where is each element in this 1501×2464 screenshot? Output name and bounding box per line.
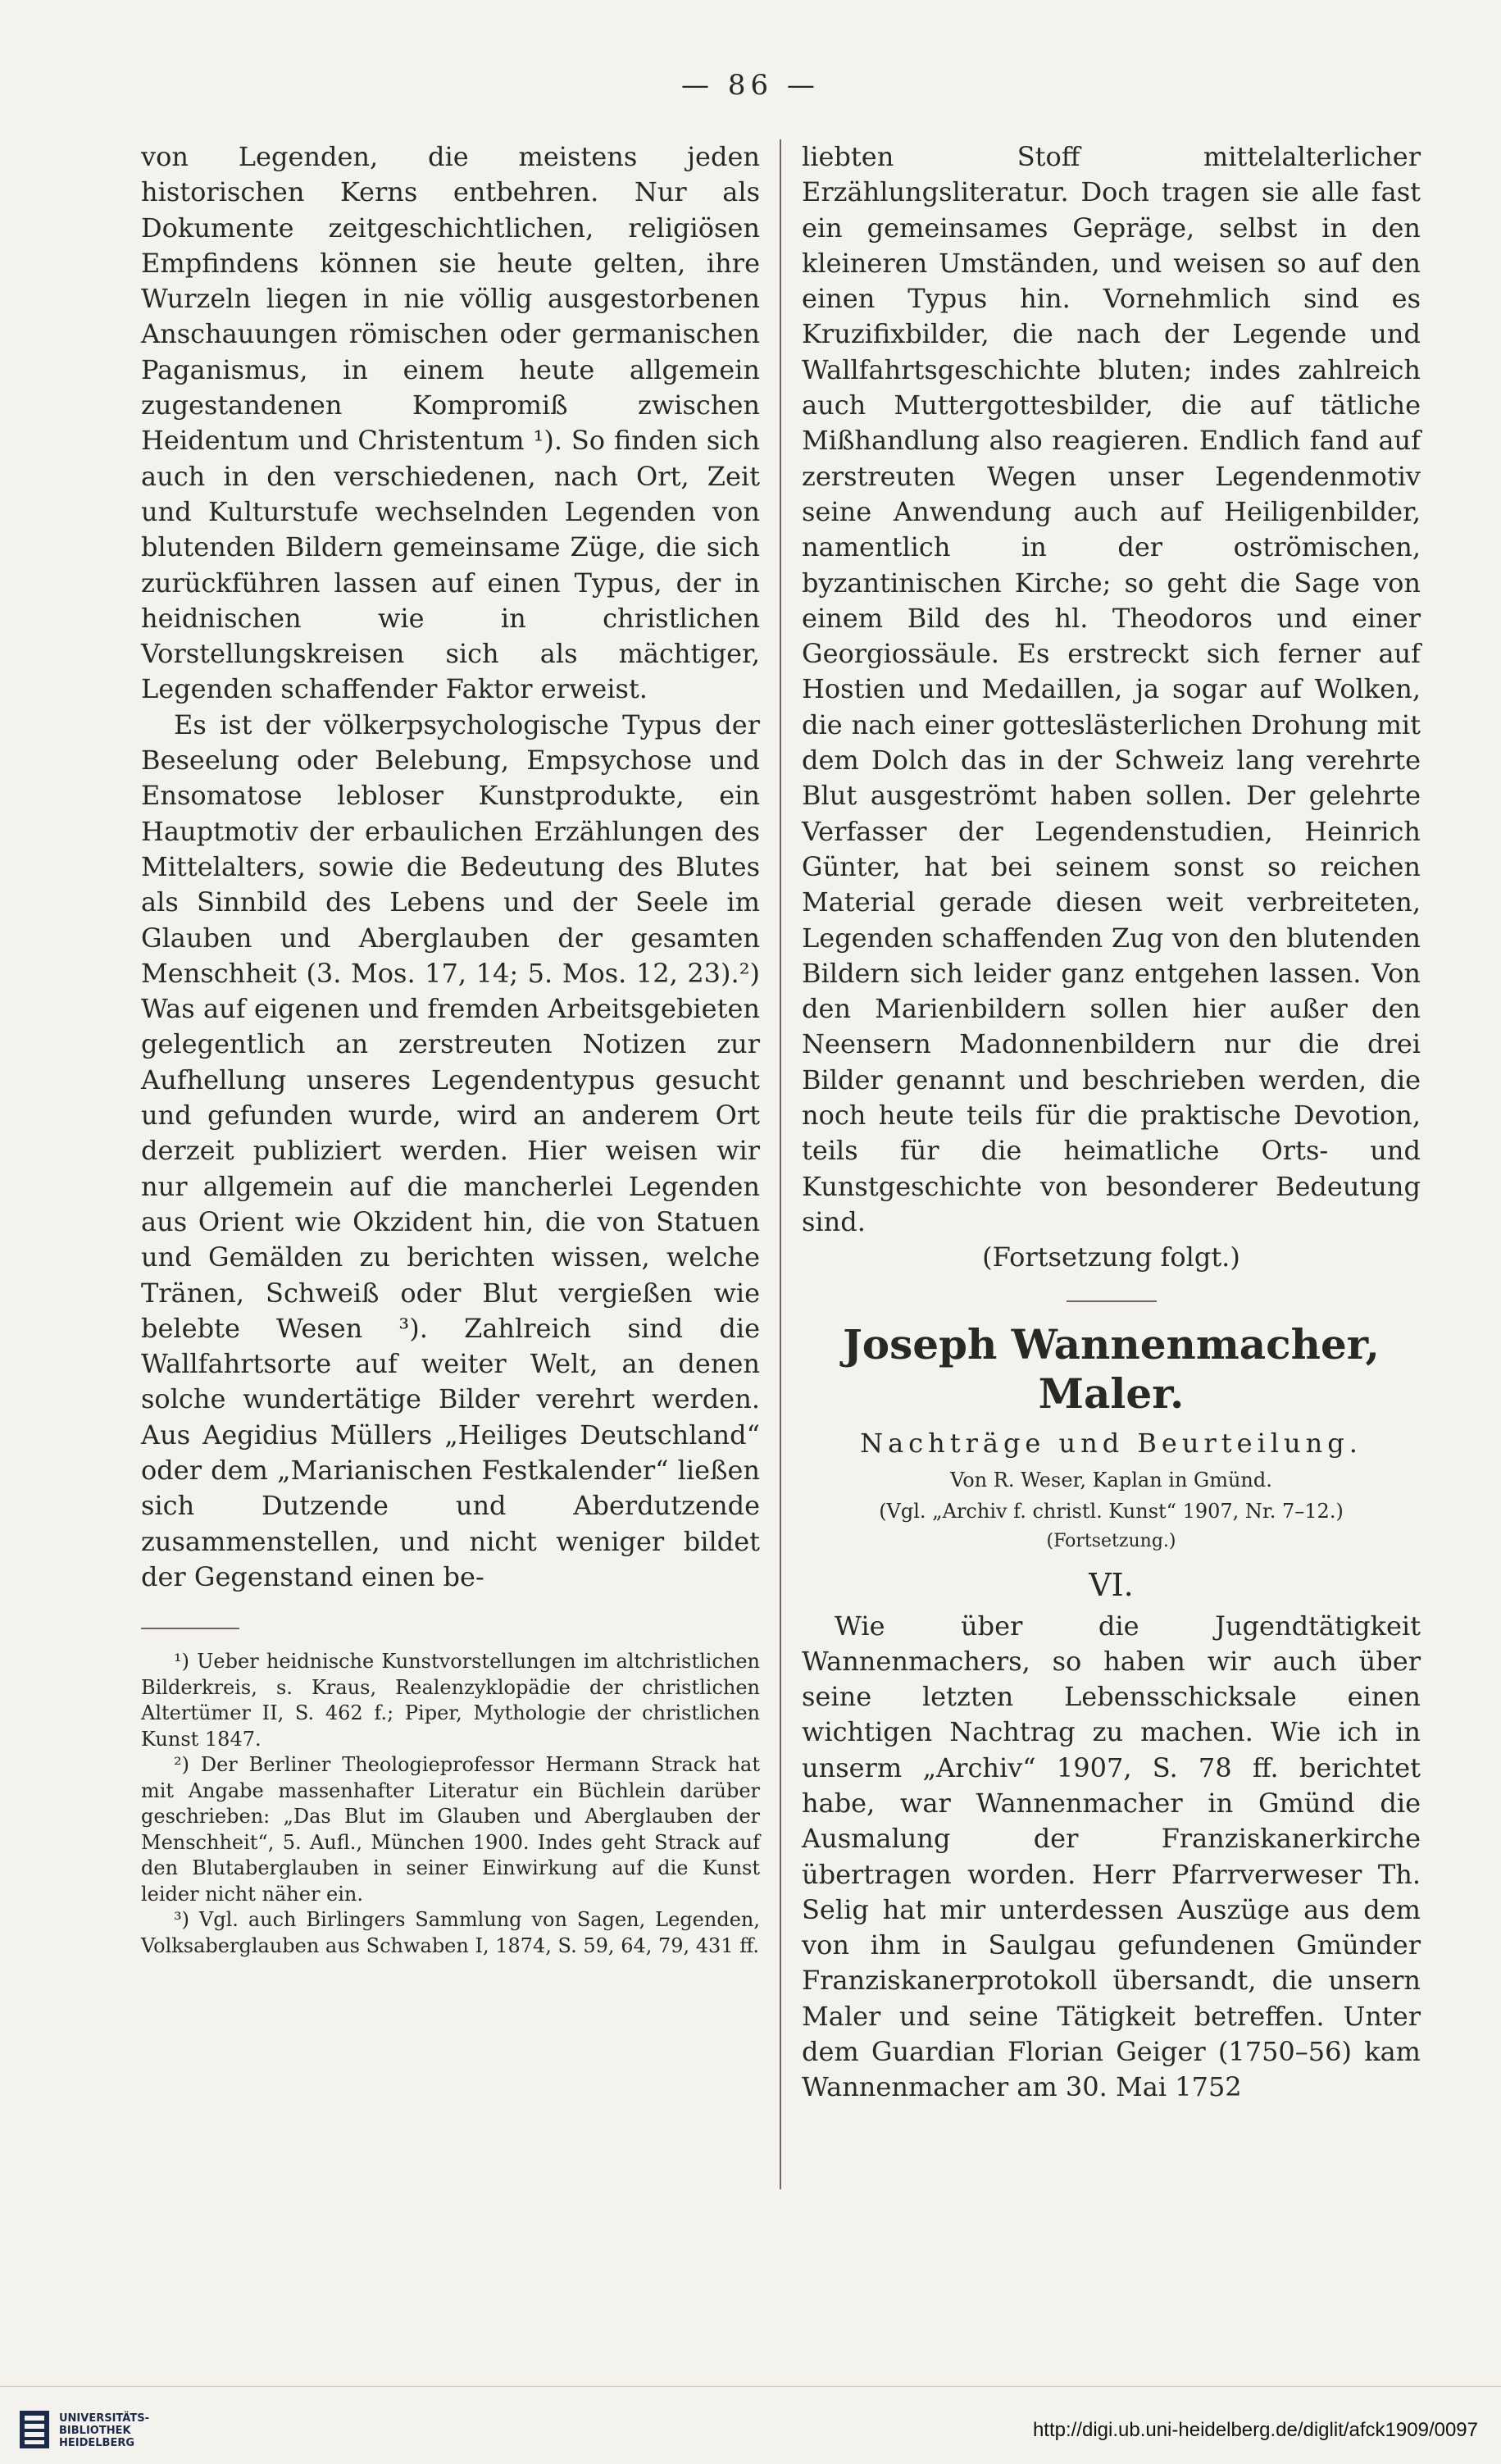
body-paragraph: Wie über die Jugendtätigkeit Wannenmachers, so haben wir auch über seine letzten Lebensschicksale einen wichtigen Nachtrag zu machen. Wie ich in unserm „Archiv“ 1907, S. 78 ff. berichtet habe, war Wannenmacher in Gmünd die Ausmalung der Franziskanerkirche übertragen worden. Herr Pfarrverweser Th. Selig hat mir unterdessen Auszüge aus dem von ihm in Saulgau gefundenen Gmünder Franziskanerprotokoll übersandt, die unsern Maler und seine Tätigkeit betreffen. Unter dem Guardian Florian Geiger (1750–56) kam Wannenmacher am 30. Mai 1752 — [802, 1610, 1421, 2103]
footnote: ³) Vgl. auch Birlingers Sammlung von Sagen, Legenden, Volksaberglauben aus Schwaben I, 1874, S. 59, 64, 79, 431 ff. — [141, 1908, 760, 1957]
article-continuation: (Fortsetzung.) — [1046, 1530, 1176, 1551]
footnote-separator — [141, 1628, 239, 1629]
continuation-note: (Fortsetzung folgt.) — [982, 1241, 1240, 1273]
article-subtitle: Nachträge und Beurteilung. — [860, 1427, 1362, 1459]
logo-text-line: UNIVERSITÄTS- — [59, 2412, 149, 2425]
section-number: VI. — [1089, 1566, 1134, 1603]
right-column — [802, 139, 1421, 2106]
footnote: ¹) Ueber heidnische Kunstvorstellungen im altchristlichen Bilderkreis, s. Kraus, Realenzyklopädie der christlichen Altertümer II, S. 462 f.; Piper, Mythologie der christlichen Kunst 1847. — [141, 1650, 760, 1751]
logo-text-line: BIBLIOTHEK — [59, 2425, 131, 2437]
source-url[interactable]: http://digi.ub.uni-heidelberg.de/diglit/afck1909/0097 — [1032, 2419, 1478, 2441]
body-paragraph: liebten Stoff mittelalterlicher Erzählungsliteratur. Doch tragen sie alle fast ein gemeinsames Gepräge, selbst in den kleineren Umständen, und weisen so auf den einen Typus hin. Vornehmlich sind es Kruzifixbilder, die nach der Legende und Wallfahrtsgeschichte bluten; indes zahlreich auch Muttergottesbilder, die auf tätliche Mißhandlung also reagieren. Endlich fand auf zerstreuten Wegen unser Legendenmotiv seine Anwendung auch auf Heiligenbilder, namentlich in der oströmischen, byzantinischen Kirche; so geht die Sage von einem Bild des hl. Theodoros und einer Georgiossäule. Es erstreckt sich ferner auf Hostien und Medaillen, ja sogar auf Wolken, die nach einer gotteslästerlichen Drohung mit dem Dolch das in der Schweiz lang verehrte Blut ausgeströmt haben sollen. Der gelehrte Verfasser der Legendenstudien, Heinrich Günter, hat bei seinem sonst so reichen Material gerade diesen weit verbreiteten, Legenden schaffenden Zug von den blutenden Bildern sich leider ganz entgehen lassen. Von den Marienbildern sollen hier außer den Neensern Madonnenbildern nur die drei Bilder genannt und beschrieben werden, die noch heute teils für die praktische Devotion, teils für die heimatliche Orts- und Kunstgeschichte von besonderer Bedeutung sind. — [802, 141, 1421, 1237]
footnote: ²) Der Berliner Theologieprofessor Hermann Strack hat mit Angabe massenhafter Literatur ein Büchlein darüber geschrieben: „Das Blut im Glauben und Aberglauben der Menschheit“, 5. Aufl., München 1900. Indes geht Strack auf den Blutaberglauben in seiner Einwirkung auf die Kunst leider nicht näher ein. — [141, 1753, 760, 1906]
body-paragraph: von Legenden, die meistens jeden historischen Kerns entbehren. Nur als Dokumente zeitgeschichtlichen, religiösen Empfindens können sie heute gelten, ihre Wurzeln liegen in nie völlig ausgestorbenen Anschauungen römischen oder germanischen Paganismus, in einem heute allgemein zugestandenen Kompromiß zwischen Heidentum und Christentum ¹). So finden sich auch in den verschiedenen, nach Ort, Zeit und Kulturstufe wechselnden Legenden von blutenden Bildern gemeinsame Züge, die sich zurückführen lassen auf einen Typus, der in heidnischen wie in christlichen Vorstellungskreisen sich als mächtiger, Legenden schaffender Faktor erweist. — [141, 141, 760, 705]
footer-divider — [0, 2386, 1501, 2387]
column-divider — [780, 139, 781, 2189]
article-author: Von R. Weser, Kaplan in Gmünd. — [950, 1468, 1272, 1492]
left-column — [141, 139, 760, 1959]
library-logo — [18, 2409, 215, 2455]
body-paragraph: Es ist der völkerpsychologische Typus der Beseelung oder Belebung, Empsychose und Ensomatose lebloser Kunstprodukte, ein Hauptmotiv der erbaulichen Erzählungen des Mittelalters, sowie die Bedeutung des Blutes als Sinnbild des Lebens und der Seele im Glauben und Aberglauben der gesamten Menschheit (3. Mos. 17, 14; 5. Mos. 12, 23).²) Was auf eigenen und fremden Arbeitsgebieten gelegentlich an zerstreuten Notizen zur Aufhellung unseres Legendentypus gesucht und gefunden wurde, wird an anderem Ort derzeit publiziert werden. Hier weisen wir nur allgemein auf die mancherlei Legenden aus Orient wie Okzident hin, die von Statuen und Gemälden zu berichten wissen, welche Tränen, Schweiß oder Blut vergießen wie belebte Wesen ³). Zahlreich sind die Wallfahrtsorte auf weiter Welt, an denen solche wundertätige Bilder verehrt werden. Aus Aegidius Müllers „Heiliges Deutschland“ oder dem „Marianischen Festkalender“ ließen sich Dutzende und Aberdutzende zusammenstellen, und nicht weniger bildet der Gegenstand einen be- — [141, 708, 760, 1592]
page-number: — 86 — — [681, 69, 820, 102]
article-title: Joseph Wannenmacher, Maler. — [843, 1319, 1380, 1418]
library-seal-icon — [18, 2409, 51, 2450]
section-separator — [1067, 1300, 1157, 1302]
article-reference: (Vgl. „Archiv f. christl. Kunst“ 1907, Nr. 7–12.) — [879, 1499, 1344, 1523]
logo-text-line: HEIDELBERG — [59, 2437, 135, 2449]
